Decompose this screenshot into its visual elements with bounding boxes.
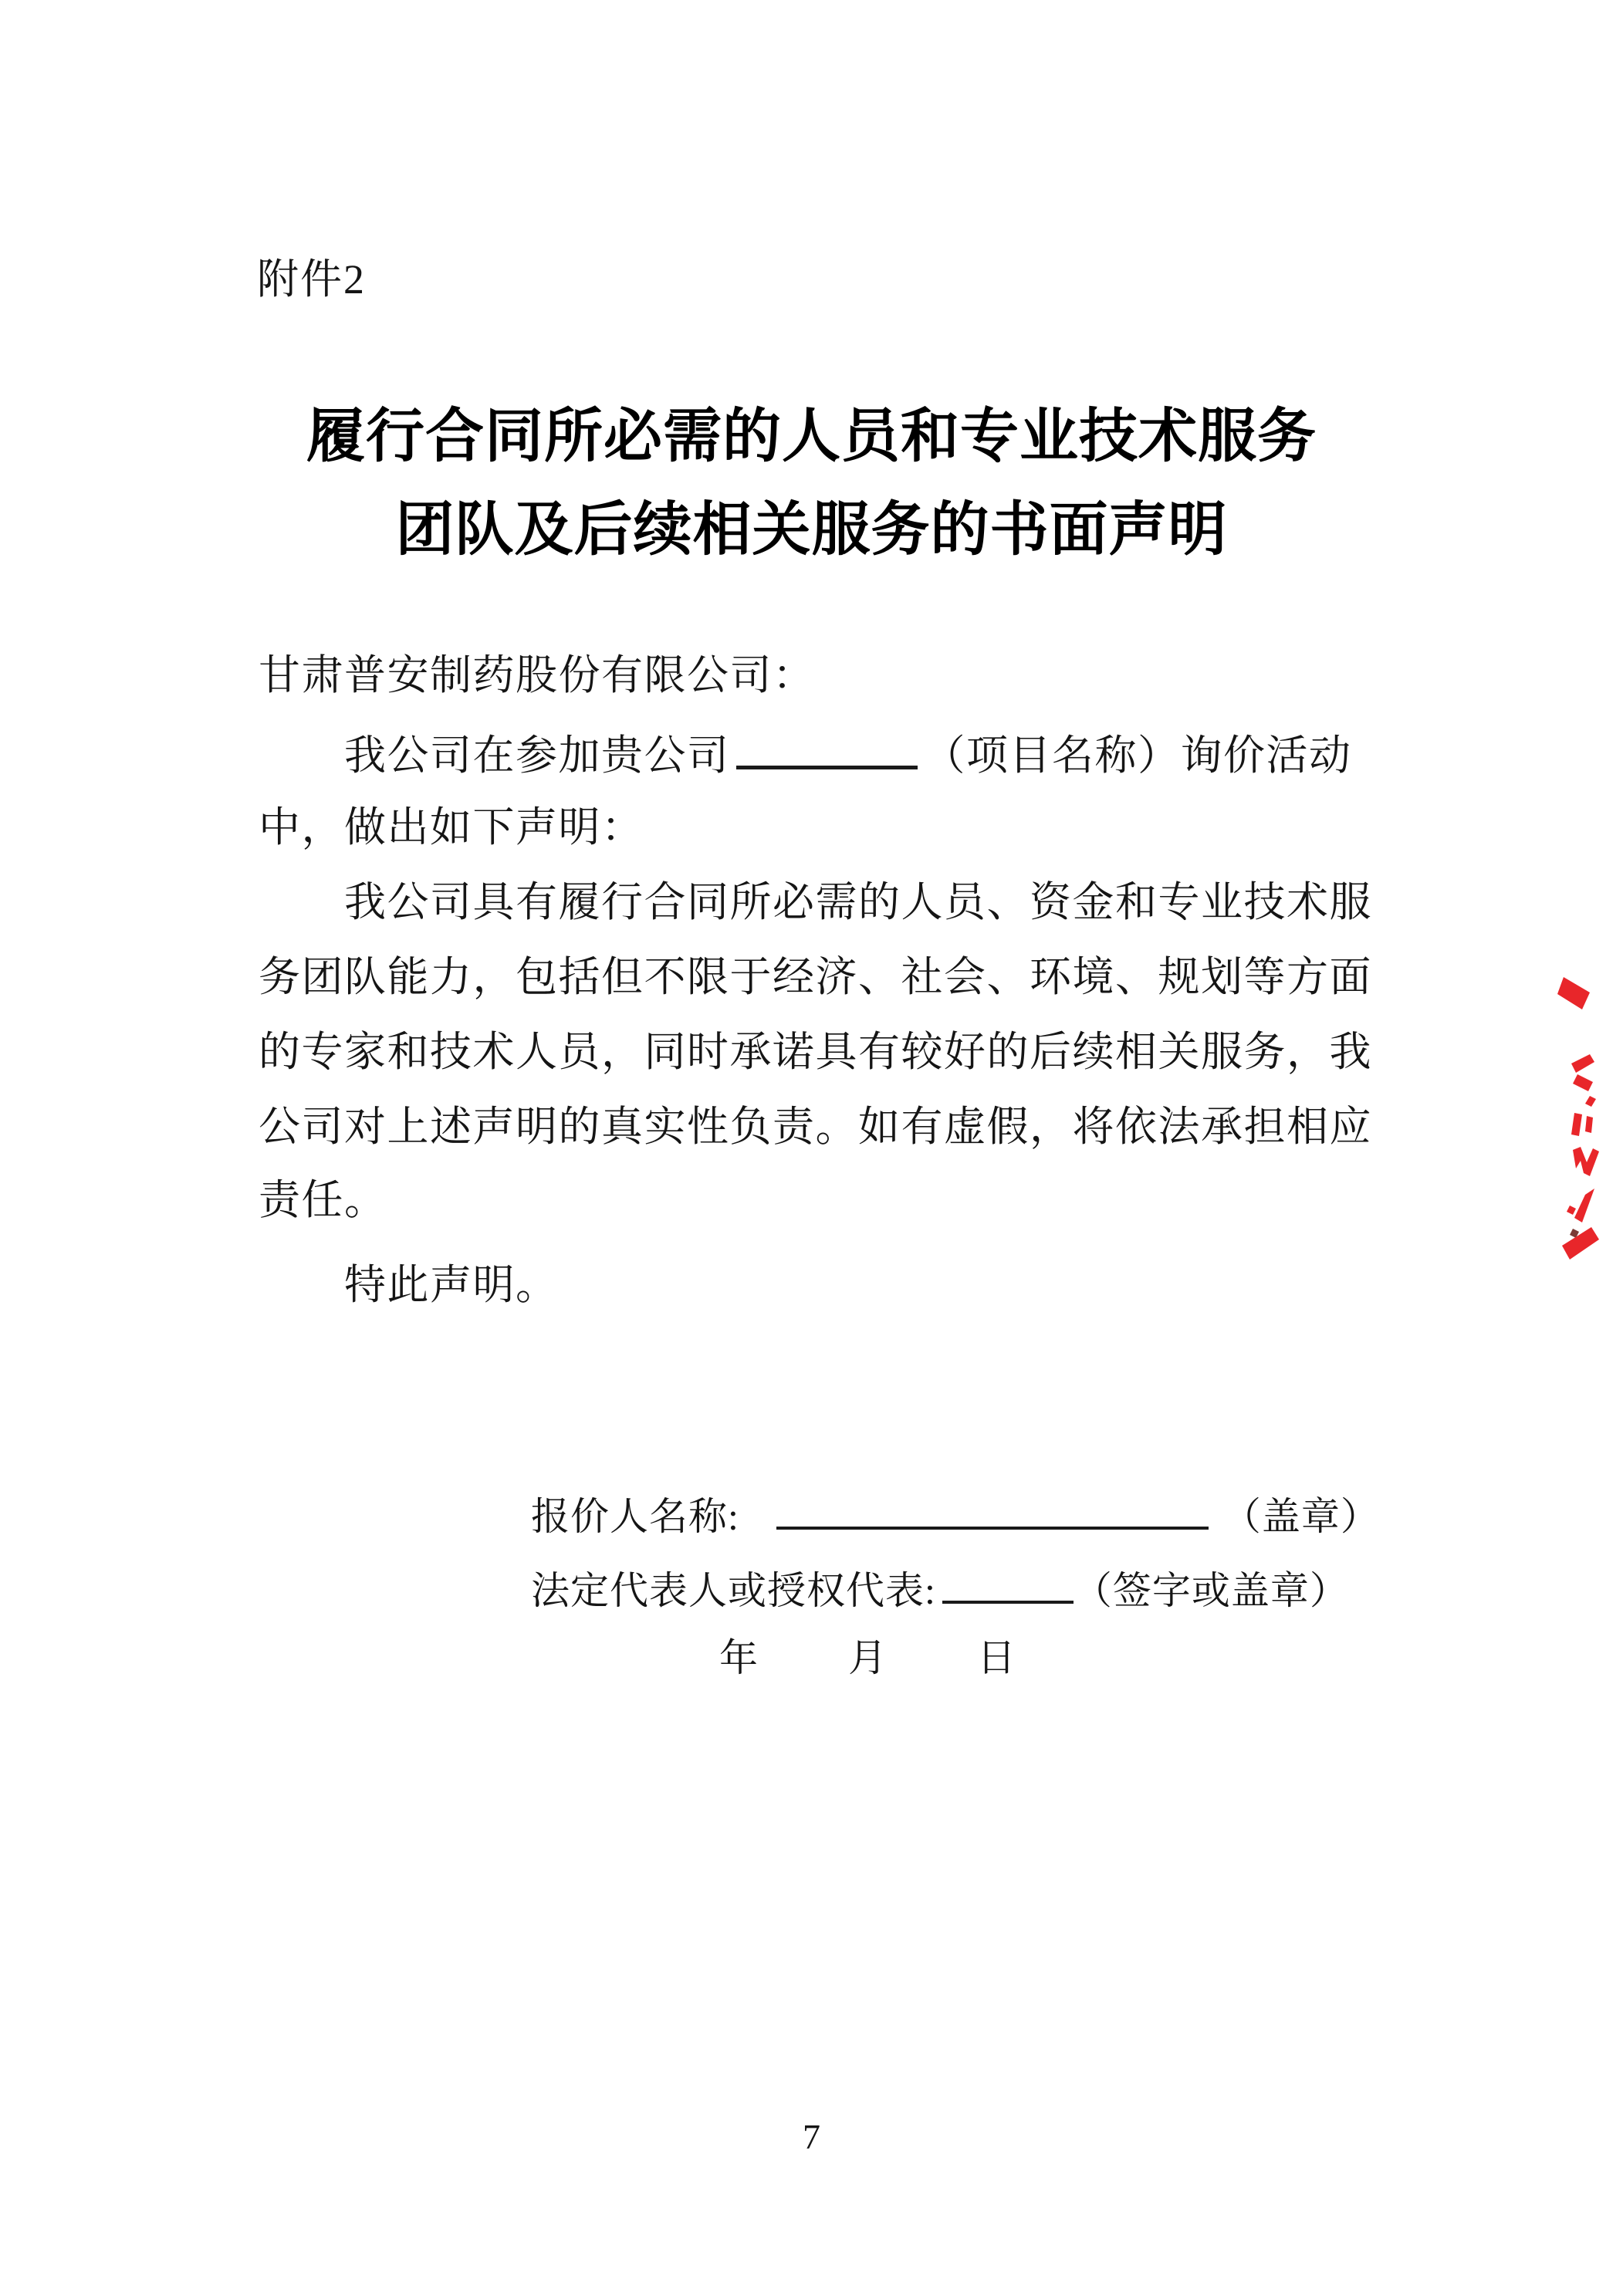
representative-signature-row [531,1565,1349,1610]
red-stamp-fragment-icon [1554,974,1602,1261]
body-line: 的专家和技术人员，同时承诺具有较好的后续相关服务，我 [259,1029,1372,1075]
attachment-label: 附件2 [257,256,366,303]
representative-blank-line [942,1565,1074,1604]
date-day-label: 日 [977,1636,1016,1679]
project-name-blank-line [736,730,918,769]
document-title [0,404,1623,594]
body-line: 公司对上述声明的真实性负责。如有虚假，将依法承担相应 [259,1104,1372,1150]
date-row [719,1638,1016,1677]
title-line-1: 履行合同所必需的人员和专业技术服务 [306,404,1317,469]
paragraph-1-line-2: 中，做出如下声明： [259,804,644,850]
paragraph-1-line-1 [344,730,1352,779]
title-line-2: 团队及后续相关服务的书面声明 [395,498,1228,563]
bidder-signature-row [531,1491,1380,1536]
bidder-name-label: 报价人名称: [531,1495,739,1538]
salutation: 甘肃普安制药股份有限公司： [259,652,816,698]
closing-statement: 特此声明。 [344,1262,559,1308]
body-line: 务团队能力，包括但不限于经济、社会、环境、规划等方面 [259,954,1372,1000]
body-line: 我公司具有履行合同所必需的人员、资金和专业技术服 [344,879,1372,925]
date-month-label: 月 [848,1636,887,1679]
body-line: 责任。 [259,1177,387,1223]
para1-text-after-blank: （项目名称）询价活动 [923,732,1352,779]
representative-seal-note: （签字或盖章） [1073,1569,1349,1612]
bidder-name-blank-line [776,1491,1209,1530]
para1-text-before-blank: 我公司在参加贵公司 [344,732,730,779]
page-number: 7 [803,2117,820,2156]
date-year-label: 年 [719,1636,758,1679]
bidder-seal-note: （盖章） [1222,1495,1380,1538]
representative-label: 法定代表人或授权代表: [531,1569,936,1612]
